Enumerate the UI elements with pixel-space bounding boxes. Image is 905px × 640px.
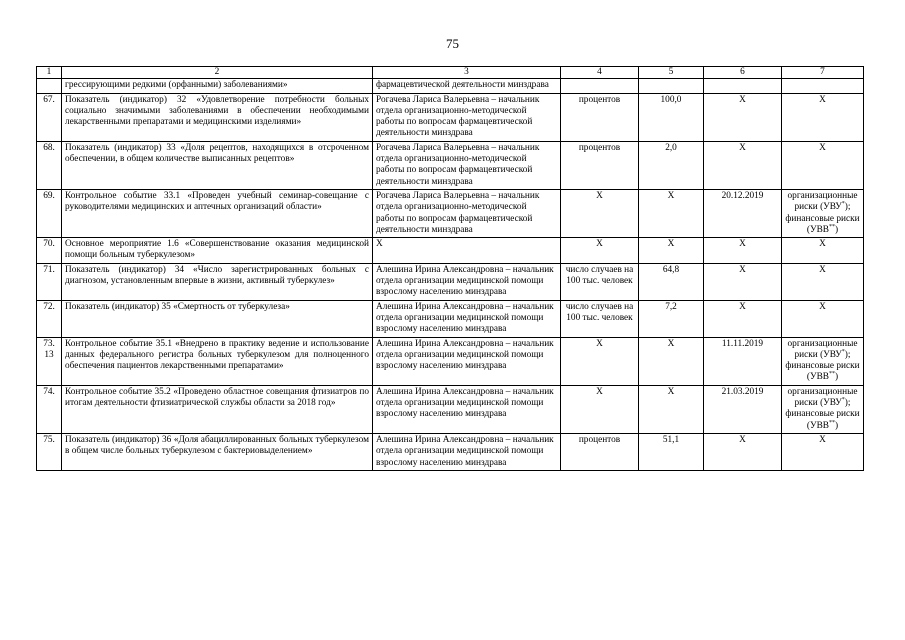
table-row bbox=[37, 93, 864, 141]
risk-cell: X bbox=[782, 433, 864, 470]
description-cell: грессирующими редкими (орфанными) заболеваниями» bbox=[62, 79, 373, 93]
table-row bbox=[37, 385, 864, 433]
table-row bbox=[37, 189, 864, 237]
executor-cell: Рогачева Лариса Валерьевна – начальник отдела организационно-методической работы по вопросам фармацевтической деятельности минздрава bbox=[373, 189, 561, 237]
risk-text: организационные риски (УВУ bbox=[787, 338, 858, 360]
description-cell: Контрольное событие 35.2 «Проведено областное совещания фтизиатров по итогам деятельности фтизиатрической службы области за 2018 год» bbox=[62, 385, 373, 433]
deadline-cell: X bbox=[704, 433, 782, 470]
unit-cell: процентов bbox=[561, 141, 639, 189]
description-cell: Основное мероприятие 1.6 «Совершенствование оказания медицинской помощи больным туберкулезом» bbox=[62, 238, 373, 264]
row-number-cell: 70. bbox=[37, 238, 62, 264]
table-row bbox=[37, 79, 864, 93]
risk-cell: X bbox=[782, 141, 864, 189]
risk-text: организационные риски (УВУ bbox=[787, 190, 858, 213]
description-cell: Показатель (индикатор) 32 «Удовлетворение потребности больных социально значимыми заболеваниями в обеспечении необходимыми лекарственными препаратами и медицинскими изделиями» bbox=[62, 93, 373, 141]
column-number-row bbox=[37, 67, 864, 79]
row-number-cell: 67. bbox=[37, 93, 62, 141]
row-number-cell: 68. bbox=[37, 141, 62, 189]
column-number-cell: 4 bbox=[561, 67, 639, 79]
executor-cell: Алешина Ирина Александровна – начальник отдела организации медицинской помощи взрослому населению минздрава bbox=[373, 300, 561, 337]
row-number-cell: 71. bbox=[37, 263, 62, 300]
column-number-cell: 6 bbox=[704, 67, 782, 79]
unit-cell: X bbox=[561, 385, 639, 433]
risk-text: организационные риски (УВУ bbox=[787, 386, 858, 409]
value-cell bbox=[639, 79, 704, 93]
executor-cell: Алешина Ирина Александровна – начальник отдела организации медицинской помощи взрослому населению минздрава bbox=[373, 337, 561, 385]
unit-cell: процентов bbox=[561, 433, 639, 470]
deadline-cell: X bbox=[704, 263, 782, 300]
unit-cell: X bbox=[561, 238, 639, 264]
executor-cell: Рогачева Лариса Валерьевна – начальник отдела организационно-методической работы по вопросам фармацевтической деятельности минздрава bbox=[373, 141, 561, 189]
deadline-cell: X bbox=[704, 300, 782, 337]
risk-text: ); финансовые риски (УВВ bbox=[785, 398, 860, 431]
column-number-cell: 3 bbox=[373, 67, 561, 79]
table-row bbox=[37, 337, 864, 385]
row-number-cell: 72. bbox=[37, 300, 62, 337]
deadline-cell: X bbox=[704, 238, 782, 264]
risk-text: ) bbox=[834, 372, 839, 383]
row-number-cell bbox=[37, 79, 62, 93]
risk-text: ) bbox=[834, 224, 839, 235]
risk-cell bbox=[782, 189, 864, 237]
description-cell: Показатель (индикатор) 36 «Доля абациллированных больных туберкулезом в общем числе больных туберкулезом с бактериовыделением» bbox=[62, 433, 373, 470]
risk-footnote-mark: ** bbox=[828, 419, 835, 426]
column-number-cell: 7 bbox=[782, 67, 864, 79]
value-cell: X bbox=[639, 189, 704, 237]
description-cell: Показатель (индикатор) 33 «Доля рецептов, находящихся в отсроченном обеспечении, в общем количестве выписанных рецептов» bbox=[62, 141, 373, 189]
executor-cell: Алешина Ирина Александровна – начальник отдела организации медицинской помощи взрослому населению минздрава bbox=[373, 433, 561, 470]
deadline-cell: 21.03.2019 bbox=[704, 385, 782, 433]
unit-cell: X bbox=[561, 189, 639, 237]
executor-cell: фармацевтической деятельности минздрава bbox=[373, 79, 561, 93]
risk-text: ); финансовые риски (УВВ bbox=[785, 202, 860, 235]
description-cell: Показатель (индикатор) 34 «Число зарегистрированных больных с диагнозом, установленным впервые в жизни, активный туберкулез» bbox=[62, 263, 373, 300]
executor-cell: X bbox=[373, 238, 561, 264]
page-number: 75 bbox=[446, 36, 459, 51]
value-cell: 7,2 bbox=[639, 300, 704, 337]
row-number-cell: 74. bbox=[37, 385, 62, 433]
row-number-cell: 73. 13 bbox=[37, 337, 62, 385]
risk-footnote-mark: * bbox=[841, 348, 845, 355]
risk-cell: X bbox=[782, 300, 864, 337]
risk-text: ) bbox=[834, 420, 839, 431]
description-cell: Контрольное событие 35.1 «Внедрено в практику ведение и использование данных федерального регистра больных туберкулезом для полноценного обеспечения пациентов лекарственными препаратами» bbox=[62, 337, 373, 385]
risk-cell: X bbox=[782, 93, 864, 141]
value-cell: X bbox=[639, 238, 704, 264]
table-row bbox=[37, 141, 864, 189]
risk-cell: X bbox=[782, 263, 864, 300]
column-number-cell: 1 bbox=[37, 67, 62, 79]
executor-cell: Рогачева Лариса Валерьевна – начальник отдела организационно-методической работы по вопросам фармацевтической деятельности минздрава bbox=[373, 93, 561, 141]
deadline-cell bbox=[704, 79, 782, 93]
unit-cell bbox=[561, 79, 639, 93]
risk-footnote-mark: ** bbox=[828, 371, 835, 378]
description-cell: Контрольное событие 33.1 «Проведен учебный семинар-совещание с руководителями медицинских и аптечных организаций области» bbox=[62, 189, 373, 237]
unit-cell: X bbox=[561, 337, 639, 385]
risk-cell: X bbox=[782, 238, 864, 264]
risk-text: ); финансовые риски (УВВ bbox=[785, 349, 860, 383]
table-row bbox=[37, 433, 864, 470]
monitoring-table bbox=[36, 66, 864, 471]
value-cell: 64,8 bbox=[639, 263, 704, 300]
risk-footnote-mark: * bbox=[841, 396, 845, 403]
description-cell: Показатель (индикатор) 35 «Смертность от туберкулеза» bbox=[62, 300, 373, 337]
table-row bbox=[37, 300, 864, 337]
deadline-cell: 11.11.2019 bbox=[704, 337, 782, 385]
deadline-cell: 20.12.2019 bbox=[704, 189, 782, 237]
deadline-cell: X bbox=[704, 141, 782, 189]
table-row bbox=[37, 238, 864, 264]
risk-cell bbox=[782, 337, 864, 385]
value-cell: 100,0 bbox=[639, 93, 704, 141]
value-cell: 2,0 bbox=[639, 141, 704, 189]
unit-cell: число случаев на 100 тыс. человек bbox=[561, 263, 639, 300]
executor-cell: Алешина Ирина Александровна – начальник отдела организации медицинской помощи взрослому населению минздрава bbox=[373, 385, 561, 433]
risk-footnote-mark: ** bbox=[828, 223, 835, 230]
table-row bbox=[37, 263, 864, 300]
row-number-cell: 69. bbox=[37, 189, 62, 237]
value-cell: 51,1 bbox=[639, 433, 704, 470]
column-number-cell: 5 bbox=[639, 67, 704, 79]
unit-cell: процентов bbox=[561, 93, 639, 141]
risk-footnote-mark: * bbox=[841, 201, 845, 208]
value-cell: X bbox=[639, 385, 704, 433]
risk-cell bbox=[782, 79, 864, 93]
column-number-cell: 2 bbox=[62, 67, 373, 79]
executor-cell: Алешина Ирина Александровна – начальник отдела организации медицинской помощи взрослому населению минздрава bbox=[373, 263, 561, 300]
unit-cell: число случаев на 100 тыс. человек bbox=[561, 300, 639, 337]
deadline-cell: X bbox=[704, 93, 782, 141]
row-number-cell: 75. bbox=[37, 433, 62, 470]
value-cell: X bbox=[639, 337, 704, 385]
risk-cell bbox=[782, 385, 864, 433]
